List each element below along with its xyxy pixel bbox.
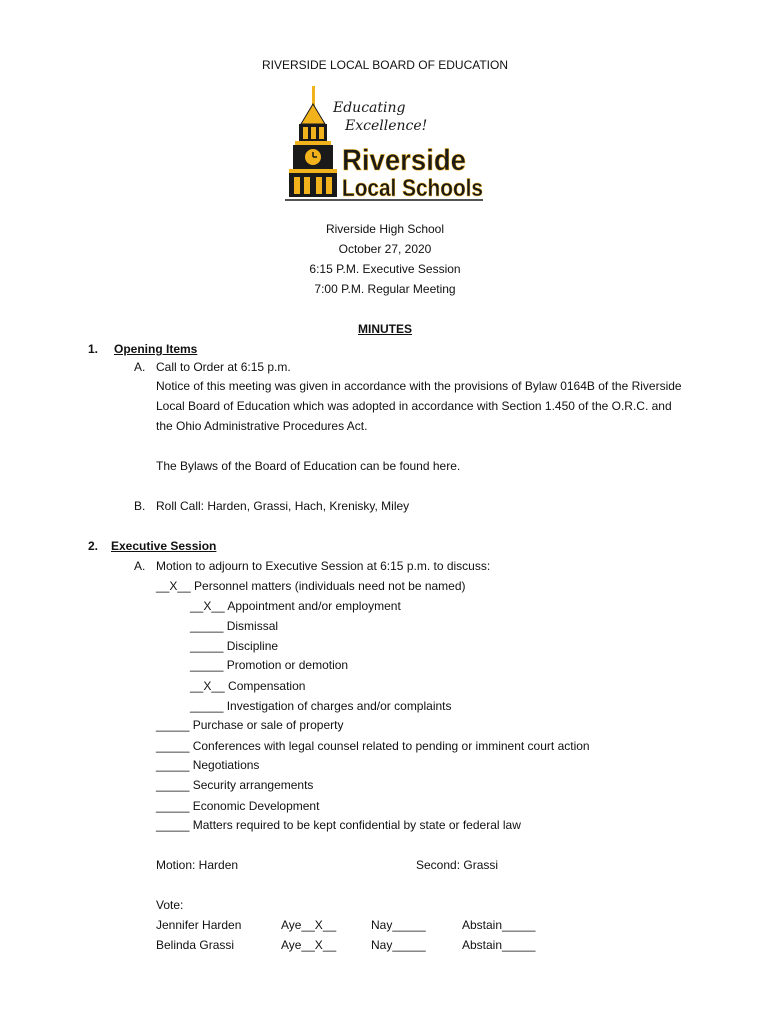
topic-subitem: _____ Discipline	[190, 639, 279, 653]
meeting-location: Riverside High School	[325, 222, 445, 236]
topic-item: _____ Matters required to be kept confidential by state or federal law	[156, 818, 521, 832]
bylaws-link-text[interactable]: The Bylaws of the Board of Education can be found here.	[156, 459, 461, 473]
topic-subitem: _____ Investigation of charges and/or complaints	[190, 699, 452, 713]
notice-line-3: the Ohio Administrative Procedures Act.	[156, 419, 368, 433]
section-1-number: 1.	[88, 342, 99, 356]
vote-aye: Aye__X__	[281, 918, 337, 932]
topic-subitem: __X__ Appointment and/or employment	[190, 599, 401, 613]
notice-line-2: Local Board of Education which was adopted in accordance with Section 1.450 of the O.R.C. and	[156, 399, 672, 413]
logo-tagline-1: Educating	[333, 100, 406, 116]
notice-line-1: Notice of this meeting was given in accordance with the provisions of Bylaw 0164B of the Riverside	[156, 379, 682, 393]
vote-aye: Aye__X__	[281, 938, 337, 952]
topic-subitem: __X__ Compensation	[190, 679, 306, 693]
topic-subitem: _____ Dismissal	[190, 619, 279, 633]
logo-name-1: Riverside	[342, 144, 466, 177]
clock-tower-icon	[283, 84, 487, 204]
vote-abstain: Abstain_____	[462, 918, 536, 932]
logo-tagline-2: Excellence!	[345, 118, 428, 134]
topic-item: _____ Security arrangements	[156, 778, 314, 792]
vote-label: Vote:	[156, 898, 184, 912]
topic-item: _____ Conferences with legal counsel related to pending or imminent court action	[156, 739, 590, 753]
board-title: RIVERSIDE LOCAL BOARD OF EDUCATION	[261, 58, 509, 72]
voter-name: Jennifer Harden	[156, 918, 242, 932]
topic-item: __X__ Personnel matters (individuals need not be named)	[156, 579, 466, 593]
topic-subitem: _____ Promotion or demotion	[190, 658, 349, 672]
riverside-logo	[283, 84, 487, 204]
vote-nay: Nay_____	[371, 918, 426, 932]
section-1-item-b-letter: B.	[134, 499, 146, 513]
call-to-order: Call to Order at 6:15 p.m.	[156, 360, 291, 374]
section-1-item-a-letter: A.	[134, 360, 146, 374]
section-2-title: Executive Session	[111, 539, 217, 553]
executive-session-time: 6:15 P.M. Executive Session	[309, 262, 461, 276]
section-1-title: Opening Items	[114, 342, 198, 356]
roll-call: Roll Call: Harden, Grassi, Hach, Krenisky, Miley	[156, 499, 410, 513]
logo-name-2: Local Schools	[342, 175, 483, 202]
executive-motion-text: Motion to adjourn to Executive Session at 6:15 p.m. to discuss:	[156, 559, 491, 573]
regular-meeting-time: 7:00 P.M. Regular Meeting	[314, 282, 456, 296]
voter-name: Belinda Grassi	[156, 938, 235, 952]
topic-item: _____ Negotiations	[156, 758, 260, 772]
topic-item: _____ Purchase or sale of property	[156, 718, 344, 732]
section-2-number: 2.	[88, 539, 99, 553]
document-title: MINUTES	[358, 322, 412, 336]
vote-abstain: Abstain_____	[462, 938, 536, 952]
section-2-item-a-letter: A.	[134, 559, 146, 573]
second-by: Second: Grassi	[416, 858, 499, 872]
motion-by: Motion: Harden	[156, 858, 239, 872]
topic-item: _____ Economic Development	[156, 799, 320, 813]
meeting-date: October 27, 2020	[338, 242, 432, 256]
vote-nay: Nay_____	[371, 938, 426, 952]
